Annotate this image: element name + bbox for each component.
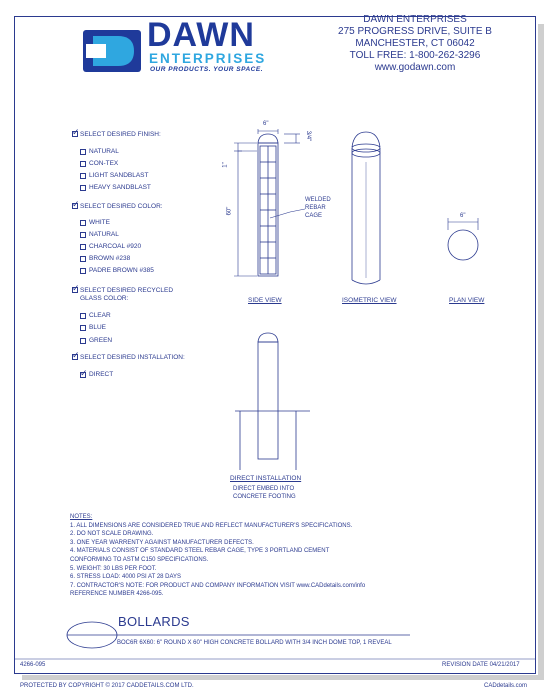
color-option: PADRE BROWN #385 (89, 267, 154, 274)
side-view-bollard (258, 134, 278, 276)
dim-6-plan: 6" (460, 213, 466, 219)
finish-option: NATURAL (89, 148, 119, 155)
note-line: CONFORMING TO ASTM C150 SPECIFICATIONS. (70, 556, 209, 563)
note-line: REFERENCE NUMBER 4266-095. (70, 591, 164, 598)
color-option: BROWN #238 (89, 255, 131, 262)
plan-view-circle (448, 218, 478, 260)
check-icon: ✓ (72, 283, 80, 293)
check-icon: ✓ (72, 127, 80, 137)
plan-view-label: PLAN VIEW (449, 297, 485, 304)
note-line: 7. CONTRACTOR'S NOTE: FOR PRODUCT AND COMPANY INFORMATION VISIT www.CADdetails.com/info (70, 582, 366, 589)
company-website[interactable]: www.godawn.com (374, 62, 456, 73)
dim-3-4: 3/4" (305, 130, 312, 142)
drawing-subtitle: BOC6R 6X60: 6" ROUND X 60" HIGH CONCRETE BOLLARD WITH 3/4 INCH DOME TOP, 1 REVEAL (117, 640, 392, 646)
company-name: DAWN ENTERPRISES (363, 14, 467, 25)
copyright-text: PROTECTED BY COPYRIGHT © 2017 CADDETAILS.COM LTD. (20, 683, 194, 689)
install-option: DIRECT (89, 371, 114, 378)
glass-title-2: GLASS COLOR: (80, 295, 129, 302)
color-option: CHARCOAL #920 (89, 243, 142, 250)
rebar-label-1: WELDED (305, 197, 331, 203)
notes-block (70, 513, 365, 599)
rebar-label-3: CAGE (305, 213, 323, 219)
rebar-label-2: REBAR (305, 205, 326, 211)
drawing-title: BOLLARDS (118, 614, 190, 629)
logo-main-text: DAWN (147, 16, 255, 54)
company-phone: TOLL FREE: 1-800-262-3296 (349, 50, 481, 61)
direct-install-bollard (235, 333, 310, 470)
side-view-label: SIDE VIEW (248, 297, 282, 304)
finish-option: HEAVY SANDBLAST (89, 184, 151, 191)
isometric-bollard (352, 132, 380, 284)
finish-title: SELECT DESIRED FINISH: (80, 131, 161, 138)
reference-number: 4266-095 (20, 662, 46, 668)
side-view-dimensions (234, 129, 305, 276)
direct-install-label: DIRECT INSTALLATION (230, 475, 302, 482)
check-icon: ✓ (80, 368, 88, 378)
direct-note-1: DIRECT EMBED INTO (233, 486, 295, 492)
color-title: SELECT DESIRED COLOR: (80, 203, 163, 210)
company-address-1: 275 PROGRESS DRIVE, SUITE B (338, 26, 492, 37)
dim-6-top: 6" (263, 121, 269, 127)
revision-date: REVISION DATE 04/21/2017 (442, 662, 520, 668)
install-title: SELECT DESIRED INSTALLATION: (80, 354, 185, 361)
direct-note-2: CONCRETE FOOTING (233, 494, 296, 500)
logo-sub-text: ENTERPRISES (149, 51, 267, 66)
finish-option: CON-TEX (89, 160, 119, 167)
note-line: 6. STRESS LOAD: 4000 PSI AT 28 DAYS (70, 574, 182, 581)
note-line: 5. WEIGHT: 30 LBS PER FOOT. (70, 565, 157, 572)
color-option: NATURAL (89, 231, 119, 238)
color-option: WHITE (89, 219, 110, 226)
dim-1: 1" (222, 162, 229, 168)
note-line: 4. MATERIALS CONSIST OF STANDARD STEEL REBAR CAGE, TYPE 3 PORTLAND CEMENT (70, 548, 330, 555)
dim-60: 60" (226, 206, 233, 216)
note-line: 2. DO NOT SCALE DRAWING. (70, 531, 154, 538)
notes-heading: NOTES: (70, 514, 93, 520)
logo-tagline: OUR PRODUCTS. YOUR SPACE. (150, 66, 264, 73)
company-address-2: MANCHESTER, CT 06042 (355, 38, 475, 49)
caddetails-link[interactable]: CADdetails.com (484, 683, 528, 689)
check-icon: ✓ (72, 350, 80, 360)
check-icon: ✓ (72, 199, 80, 209)
glass-option: BLUE (89, 324, 106, 331)
isometric-view-label: ISOMETRIC VIEW (342, 297, 397, 304)
note-line: 3. ONE YEAR WARRENTY AGAINST MANUFACTURER DEFECTS. (70, 539, 254, 546)
note-line: 1. ALL DIMENSIONS ARE CONSIDERED TRUE AND REFLECT MANUFACTURER'S SPECIFICATIONS. (70, 522, 353, 529)
glass-option: GREEN (89, 337, 113, 344)
glass-option: CLEAR (89, 312, 111, 319)
glass-title-1: SELECT DESIRED RECYCLED (80, 287, 174, 294)
finish-option: LIGHT SANDBLAST (89, 172, 149, 179)
